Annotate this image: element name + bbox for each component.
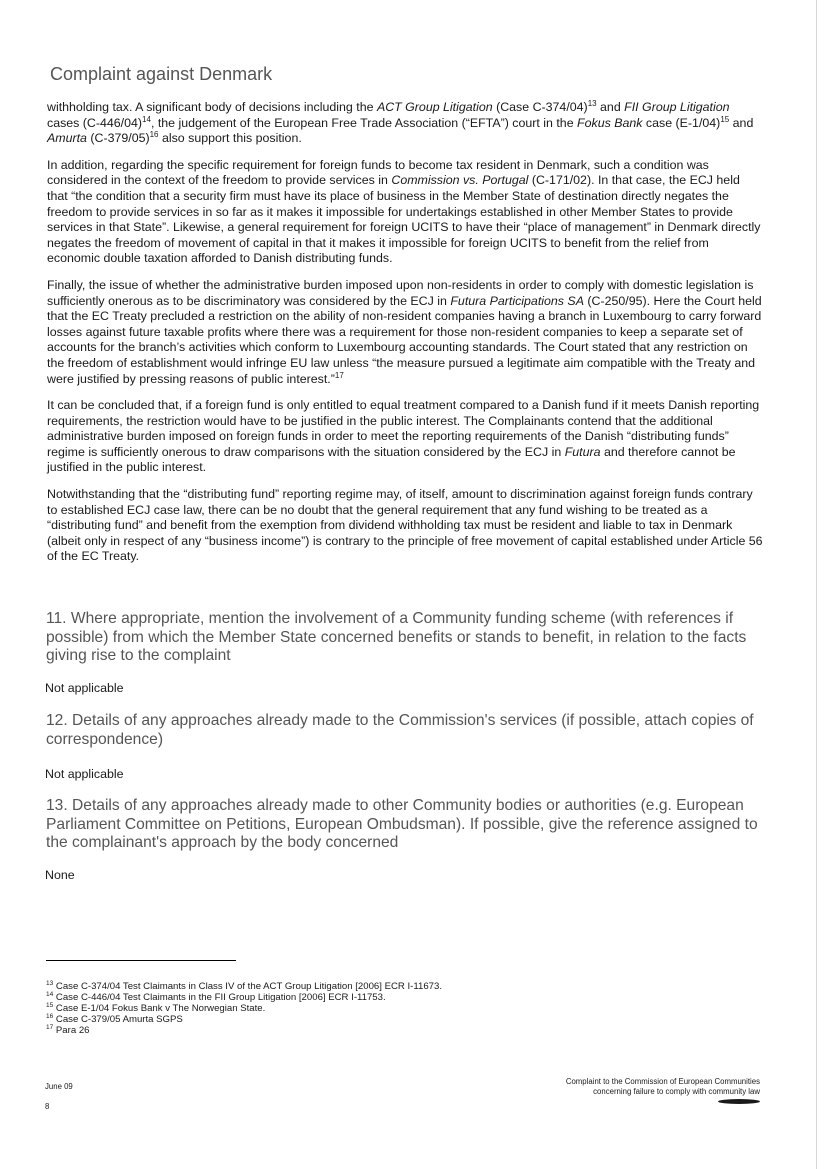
paragraph-administrative-burden: Finally, the issue of whether the administrative burden imposed upon non-residents in order to comply with domestic legislation is sufficiently onerous as to be discriminatory was considered by the ECJ in Futura Participations SA (C-250/95). Here the Court held that the EC Treaty precluded a restriction on the ability of non-resident companies having a branch in Luxembourg to carry forward losses against future taxable profits where there was a requirement for those non-resident companies to keep a separate set of accounts for the branch’s activities which conform to Luxembourg accounting standards. The Court stated that any restriction on the freedom of establishment would infringe EU law unless “the measure pursued a legitimate aim compatible with the Treaty and were justified by pressing reasons of public interest.”$^{17}$ (47, 277, 762, 386)
paragraph-withholding-tax: withholding tax. A significant body of decisions including the ACT Group Litigation (Case C-374/04)$^{13}$ and FII Group Litigation cases $(C-446/04)^{14}$, the judgement of the European Free Trade Association (“EFTA”) court in the Fokus Bank case $(E-1/04)^{15}$ and Amurta $(C-379/05)^{16}$ also support this position. (47, 98, 754, 146)
section-heading-11: 11. Where appropriate, mention the involvement of a Community funding scheme (with references if possible) from which the Member State concerned benefits or stands to benefit, in relation to the facts giving rise to the complaint (46, 610, 747, 665)
footnote-item: $^{15}$ Case E-1/04 Fokus Bank v The Norwegian State. (46, 1001, 266, 1014)
footnotes (46, 979, 442, 1037)
footnote-ref: 17 (334, 370, 344, 380)
section-answer-11: Not applicable (45, 681, 124, 695)
page-number: 8 (45, 1102, 50, 1111)
footnote-ref: 15 (720, 114, 730, 124)
paragraph-conclusion: It can be concluded that, if a foreign fund is only entitled to equal treatment compared to a Danish fund if it meets Danish reporting requirements, the restriction would have to be justified in the public interest. The Complainants contend that the additional administrative burden imposed on foreign funds in order to meet the reporting requirements of the Danish “distributing funds” regime is sufficiently onerous to draw comparisons with the situation considered by the ECJ in Futura and therefore cannot be justified in the public interest. (47, 398, 760, 475)
paragraph-tax-residence: In addition, regarding the specific requirement for foreign funds to become tax resident in Denmark, such a condition was considered in the context of the freedom to provide services in Commission vs. Portugal (C-171/02). In that case, the ECJ held that “the condition that a security firm must have its place of business in the Member State of destination directly negates the freedom to provide services in so far as it makes it impossible for undertakings established in other Member States to provide services in that State”. Likewise, a general requirement for foreign UCITS to have their “place of management” in Denmark directly negates the freedom of movement of capital in that it makes it impossible for foreign UCITS to benefit from the relief from economic double taxation afforded to Danish distributing funds. (47, 157, 761, 266)
logo-mark (566, 1096, 760, 1107)
footnote-item: $^{13}$ Case C-374/04 Test Claimants in Class IV of the ACT Group Litigation [2006] ECR I-11673. (46, 979, 442, 992)
footnote-ref: 16 (149, 130, 159, 140)
page-title: Complaint against Denmark (50, 64, 273, 84)
footer-left (45, 1077, 73, 1117)
section-answer-13: None (45, 868, 75, 882)
footnote-item: $^{17}$ Para 26 (46, 1023, 90, 1036)
footnote-item: $^{16}$ Case C-379/05 Amurta SGPS (46, 1012, 183, 1025)
footer-title-line2: concerning failure to comply with community law (593, 1086, 760, 1096)
section-answer-12: Not applicable (45, 767, 124, 781)
footnote-ref: 13 (587, 98, 597, 108)
footnote-divider (46, 960, 236, 961)
section-heading-13: 13. Details of any approaches already made to other Community bodies or authorities (e.g. European Parliament Committee on Petitions, European Ombudsman). If possible, give the reference assigned to the complainant's approach by the body concerned (46, 797, 758, 852)
footer-title-line1: Complaint to the Commission of European Communities (565, 1077, 760, 1086)
footnote-item: $^{14}$ Case C-446/04 Test Claimants in the FII Group Litigation [2006] ECR I-11753. (46, 990, 386, 1003)
body-text (47, 100, 763, 576)
footnote-ref: 14 (142, 114, 151, 124)
paragraph-distributing-fund: Notwithstanding that the “distributing fund” reporting regime may, of itself, amount to discrimination against foreign funds contrary to established ECJ case law, there can be no doubt that the general requirement that any fund wishing to be treated as a “distributing fund” and benefit from the exemption from dividend withholding tax must be resident and liable to tax in Denmark (albeit only in respect of any “business income”) is contrary to the principle of free movement of capital established under Article 56 of the EC Treaty. (47, 487, 763, 564)
page-edge-line (816, 0, 817, 1169)
footer-date: June 09 (45, 1082, 73, 1091)
section-heading-12: 12. Details of any approaches already made to the Commission's services (if possible, attach copies of correspondence) (46, 712, 754, 748)
footer-right (566, 1077, 760, 1107)
